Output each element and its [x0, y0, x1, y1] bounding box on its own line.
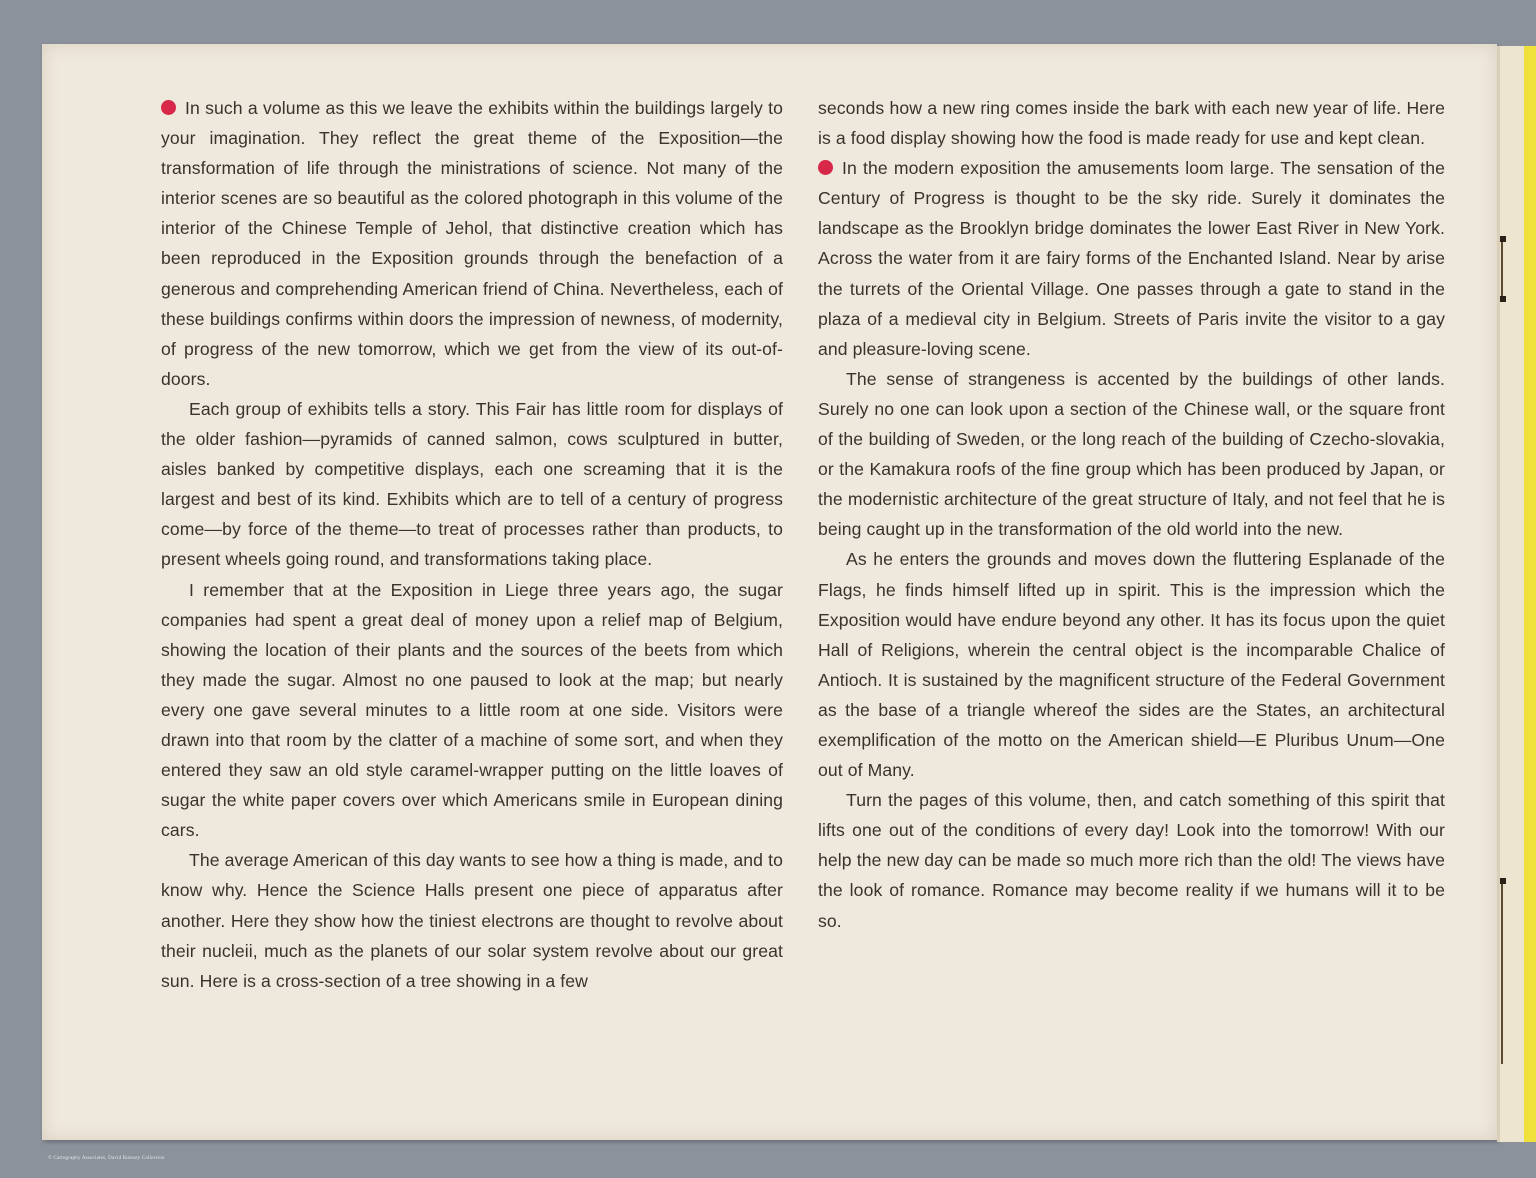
- left-text-column: [161, 93, 783, 996]
- paragraph: I remember that at the Exposition in Liege three years ago, the sugar companies had spent a great deal of money upon a relief map of Belgium, showing the location of their plants and the sources of the beets from which they made the sugar. Almost no one paused to look at the map; but nearly every one gave several minutes to a little room at one side. Visitors were drawn into that room by the clatter of a machine of some sort, and when they entered they saw an old style caramel-wrapper putting on the little loaves of sugar the white paper covers over which Americans smile in European dining cars.: [161, 579, 783, 841]
- paragraph: Each group of exhibits tells a story. This Fair has little room for displays of the older fashion—pyramids of canned salmon, cows sculptured in butter, aisles banked by competitive displays, each one screaming that it is the largest and best of its kind. Exhibits which are to tell of a century of progress come—by force of the theme—to treat of processes rather than products, to present wheels going round, and transformations taking place.: [161, 398, 783, 570]
- binding-thread: [1501, 242, 1503, 297]
- paragraph: [818, 153, 1445, 364]
- right-page-edge: [1497, 46, 1536, 1142]
- right-text-column: [818, 93, 1445, 936]
- binding-thread: [1501, 884, 1503, 1064]
- paragraph: As he enters the grounds and moves down the fluttering Esplanade of the Flags, he finds himself lifted up in spirit. This is the impression which the Exposition would have endure beyond any other. It has its focus upon the quiet Hall of Religions, wherein the central object is the incomparable Chalice of Antioch. It is sustained by the magnificent structure of the Federal Government as the base of a triangle whereof the sides are the States, an architectural exemplification of the motto on the American shield—E Pluribus Unum—One out of Many.: [818, 549, 1445, 781]
- paragraph: [161, 93, 783, 394]
- bullet-dot-icon: [161, 100, 176, 115]
- paragraph-text: In the modern exposition the amusements loom large. The sensation of the Century of Progress is thought to be the sky ride. Surely it dominates the landscape as the Brooklyn bridge dominates the lower East River in New York. Across the water from it are fairy forms of the Enchanted Island. Near by arise the turrets of the Oriental Village. One passes through a gate to stand in the plaza of a medieval city in Belgium. Streets of Paris invite the visitor to a gay and pleasure-loving scene.: [818, 158, 1445, 359]
- paragraph: seconds how a new ring comes inside the bark with each new year of life. Here is a food display showing how the food is made ready for use and kept clean.: [818, 98, 1445, 149]
- binding-stitch: [1500, 296, 1506, 302]
- paragraph-text: In such a volume as this we leave the exhibits within the buildings largely to your imagination. They reflect the great theme of the Exposition—the transformation of life through the ministrations of science. Not many of the interior scenes are so beautiful as the colored photograph in this volume of the interior of the Chinese Temple of Jehol, that distinctive creation which has been reproduced in the Exposition grounds through the benefaction of a generous and comprehending American friend of China. Nevertheless, each of these buildings confirms within doors the impression of newness, of modernity, of progress of the new tomorrow, which we get from the view of its out-of-doors.: [161, 98, 783, 389]
- paragraph: The average American of this day wants to see how a thing is made, and to know why. Hence the Science Halls present one piece of apparatus after another. Here they show how the tiniest electrons are thought to revolve about their nucleii, much as the planets of our solar system revolve about our great sun. Here is a cross-section of a tree showing in a few: [161, 850, 783, 991]
- yellow-page-strip: [1524, 46, 1536, 1142]
- paragraph: Turn the pages of this volume, then, and catch something of this spirit that lifts one out of the conditions of every day! Look into the tomorrow! With our help the new day can be made so much more rich than the old! The views have the look of romance. Romance may become reality if we humans will it to be so.: [818, 790, 1445, 931]
- bullet-dot-icon: [818, 160, 833, 175]
- copyright-credit: © Cartography Associates, David Rumsey Collection: [48, 1156, 165, 1161]
- paragraph: The sense of strangeness is accented by the buildings of other lands. Surely no one can look upon a section of the Chinese wall, or the square front of the building of Sweden, or the long reach of the building of Czecho-slovakia, or the Kamakura roofs of the fine group which has been produced by Japan, or the modernistic architecture of the great structure of Italy, and not feel that he is being caught up in the transformation of the old world into the new.: [818, 368, 1445, 540]
